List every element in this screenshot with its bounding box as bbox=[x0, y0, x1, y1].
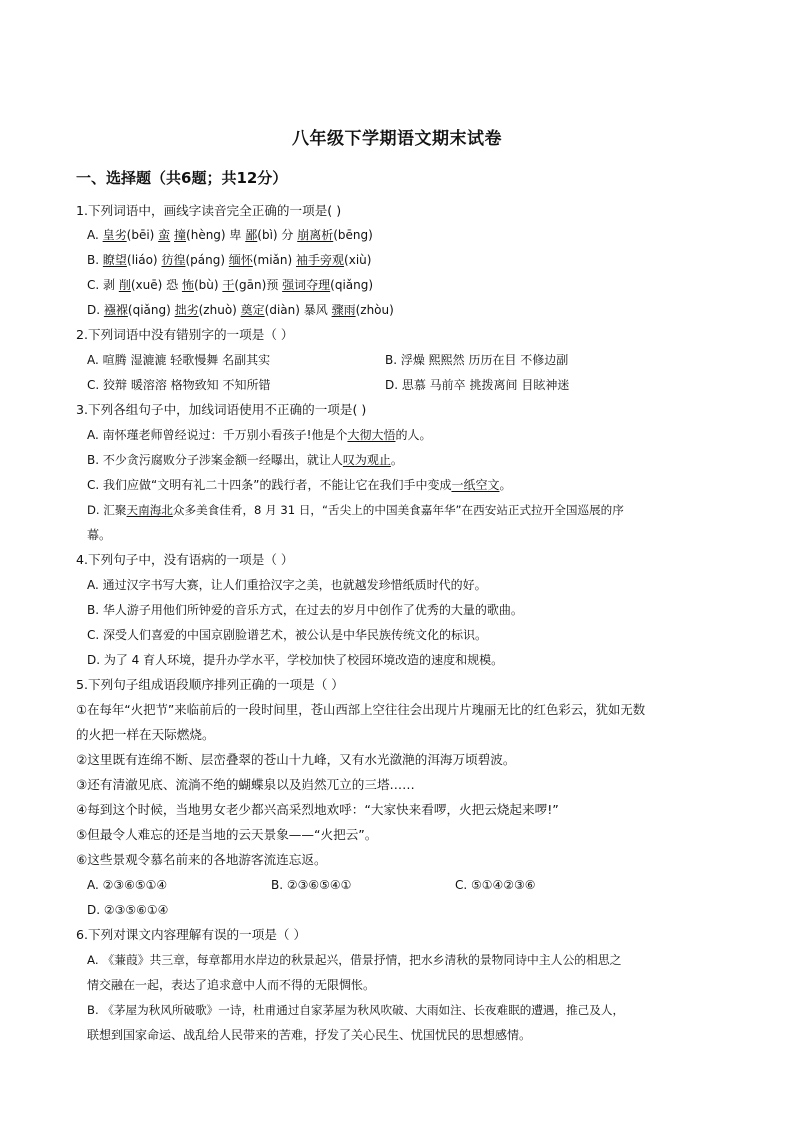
q5-sentence-3: ③还有清澈见底、流淌不绝的蝴蝶泉以及岿然兀立的三塔…… bbox=[76, 777, 415, 792]
underlined-word: 襁褓 bbox=[103, 303, 128, 317]
option-text: (páng) bbox=[185, 253, 229, 267]
underlined-word: 缅怀 bbox=[228, 253, 253, 267]
question-1-stem: 1.下列词语中，画线字读音完全正确的一项是( ) bbox=[76, 203, 342, 218]
option-text: (xuē) 恐 bbox=[130, 278, 182, 292]
underlined-word: 天南海北 bbox=[126, 503, 173, 517]
option-text: C. 剥 bbox=[87, 278, 119, 292]
option-text: D. 汇聚 bbox=[87, 503, 127, 517]
option-text: 的人。 bbox=[395, 428, 432, 442]
q1-option-c bbox=[87, 276, 373, 294]
q2-option-a: A. 喧腾 湿漉漉 轻歌慢舞 名副其实 bbox=[87, 353, 271, 367]
option-text: (qiǎng) bbox=[127, 303, 175, 317]
q5-option-a: A. ②③⑥⑤①④ bbox=[87, 878, 168, 892]
q5-sentence-1: ①在每年“火把节”来临前后的一段时间里，苍山西部上空往往会出现片片瑰丽无比的红色彩云，犹如无数 bbox=[76, 702, 646, 717]
q2-option-d: D. 思慕 马前卒 挑拨离间 目眩神迷 bbox=[385, 378, 570, 392]
option-text: (liáo) bbox=[126, 253, 162, 267]
option-text: (diàn) 暴风 bbox=[264, 303, 332, 317]
q5-sentence-6: ⑥这些景观令慕名前来的各地游客流连忘返。 bbox=[76, 852, 327, 867]
underlined-word: 鄙 bbox=[245, 228, 258, 242]
underlined-word: 一纸空文 bbox=[451, 478, 500, 492]
underlined-word: 撞 bbox=[174, 228, 187, 242]
q1-option-b bbox=[87, 251, 371, 269]
q3-option-b bbox=[87, 451, 403, 469]
option-text: (gān)预 bbox=[234, 278, 283, 292]
q5-option-b: B. ②③⑥⑤④① bbox=[271, 878, 352, 892]
underlined-word: 奠定 bbox=[240, 303, 265, 317]
option-text: (bēi) bbox=[126, 228, 159, 242]
underlined-word: 拙劣 bbox=[174, 303, 199, 317]
option-text: 。 bbox=[390, 453, 403, 467]
q3-option-a bbox=[87, 426, 431, 444]
underlined-word: 怖 bbox=[181, 278, 194, 292]
option-text: C. 我们应做“文明有礼二十四条”的践行者，不能让它在我们手中变成 bbox=[87, 478, 452, 492]
option-text: (hèng) 卑 bbox=[186, 228, 246, 242]
q6-option-b-continued: 联想到国家命运、战乱给人民带来的苦难，抒发了关心民生、忧国忧民的思想感情。 bbox=[87, 1028, 532, 1042]
page-title: 八年级下学期语文期末试卷 bbox=[292, 129, 502, 149]
q5-sentence-2: ②这里既有连绵不断、层峦叠翠的苍山十九峰，又有水光潋滟的洱海万顷碧波。 bbox=[76, 752, 516, 767]
option-text: (xiù) bbox=[344, 253, 372, 267]
q6-option-b: B. 《茅屋为秋风所破歌》一诗，杜甫通过自家茅屋为秋风吹破、大雨如注、长夜难眠的遭遇，推己及人， bbox=[87, 1003, 625, 1017]
option-text: D. bbox=[87, 303, 104, 317]
option-text: (miǎn) bbox=[252, 253, 297, 267]
option-text: 众多美食佳肴，8 月 31 日，“舌尖上的中国美食嘉年华”在西安站正式拉开全国巡展的序 bbox=[172, 503, 624, 517]
option-text: (zhuò) bbox=[198, 303, 241, 317]
option-text: (bì) 分 bbox=[257, 228, 298, 242]
underlined-word: 袖手旁观 bbox=[296, 253, 345, 267]
underlined-word: 彷徨 bbox=[161, 253, 186, 267]
underlined-word: 干 bbox=[222, 278, 235, 292]
underlined-word: 强词夺理 bbox=[282, 278, 331, 292]
underlined-word: 叹为观止 bbox=[342, 453, 391, 467]
q6-option-a-continued: 情交融在一起，表达了追求意中人而不得的无限惆怅。 bbox=[87, 978, 376, 992]
question-2-stem: 2.下列词语中没有错别字的一项是（ ） bbox=[76, 327, 294, 342]
q6-option-a: A. 《蒹葭》共三章，每章都用水岸边的秋景起兴，借景抒情，把水乡清秋的景物同诗中主人公的相思之 bbox=[87, 953, 622, 967]
underlined-word: 骤雨 bbox=[331, 303, 356, 317]
section-heading: 一、选择题（共6题；共12分） bbox=[76, 169, 288, 187]
option-text: A. 南怀瑾老师曾经说过：千万别小看孩子!他是个 bbox=[87, 428, 348, 442]
option-text: (qiǎng) bbox=[330, 278, 374, 292]
q1-option-d bbox=[87, 301, 394, 319]
question-4-stem: 4.下列句子中，没有语病的一项是（ ） bbox=[76, 552, 294, 567]
option-text: (bēng) bbox=[333, 228, 373, 242]
q3-option-d-continued: 幕。 bbox=[87, 528, 112, 542]
option-text: (zhòu) bbox=[355, 303, 394, 317]
option-text: (bù) bbox=[193, 278, 223, 292]
q1-option-a bbox=[87, 226, 373, 244]
q3-option-d bbox=[87, 501, 624, 519]
q4-option-c: C. 深受人们喜爱的中国京剧脸谱艺术，被公认是中华民族传统文化的标识。 bbox=[87, 628, 488, 642]
underlined-word: 大彻大悟 bbox=[347, 428, 396, 442]
question-5-stem: 5.下列句子组成语段顺序排列正确的一项是（ ） bbox=[76, 677, 344, 692]
q2-option-b: B. 浮燥 熙熙然 历历在目 不修边副 bbox=[385, 353, 569, 367]
q4-option-a: A. 通过汉字书写大赛，让人们重拾汉字之美，也就越发珍惜纸质时代的好。 bbox=[87, 578, 487, 592]
q2-option-c: C. 狡辩 暖溶溶 格物致知 不知所错 bbox=[87, 378, 271, 392]
underlined-word: 蛮 bbox=[158, 228, 171, 242]
option-text: B. bbox=[87, 253, 103, 267]
underlined-word: 瞭望 bbox=[102, 253, 127, 267]
q5-sentence-1-continued: 的火把一样在天际燃烧。 bbox=[76, 727, 215, 742]
option-text: A. bbox=[87, 228, 103, 242]
question-3-stem: 3.下列各组句子中，加线词语使用不正确的一项是( ) bbox=[76, 402, 367, 417]
question-6-stem: 6.下列对课文内容理解有误的一项是（ ） bbox=[76, 927, 307, 942]
q5-option-c: C. ⑤①④②③⑥ bbox=[455, 878, 536, 892]
underlined-word: 皇劣 bbox=[102, 228, 127, 242]
q4-option-b: B. 华人游子用他们所钟爱的音乐方式，在过去的岁月中创作了优秀的大量的歌曲。 bbox=[87, 603, 523, 617]
q3-option-c bbox=[87, 476, 511, 494]
q5-sentence-5: ⑤但最令人难忘的还是当地的云天景象——“火把云”。 bbox=[76, 827, 378, 842]
underlined-word: 削 bbox=[118, 278, 131, 292]
option-text: 。 bbox=[499, 478, 512, 492]
q5-option-d: D. ②③⑤⑥①④ bbox=[87, 903, 169, 917]
option-text: B. 不少贪污腐败分子涉案金额一经曝出，就让人 bbox=[87, 453, 343, 467]
q4-option-d: D. 为了 4 育人环境，提升办学水平，学校加快了校园环境改造的速度和规模。 bbox=[87, 653, 504, 667]
q5-sentence-4: ④每到这个时候，当地男女老少都兴高采烈地欢呼：“大家快来看啰，火把云烧起来啰!” bbox=[76, 802, 559, 817]
underlined-word: 崩离析 bbox=[297, 228, 334, 242]
